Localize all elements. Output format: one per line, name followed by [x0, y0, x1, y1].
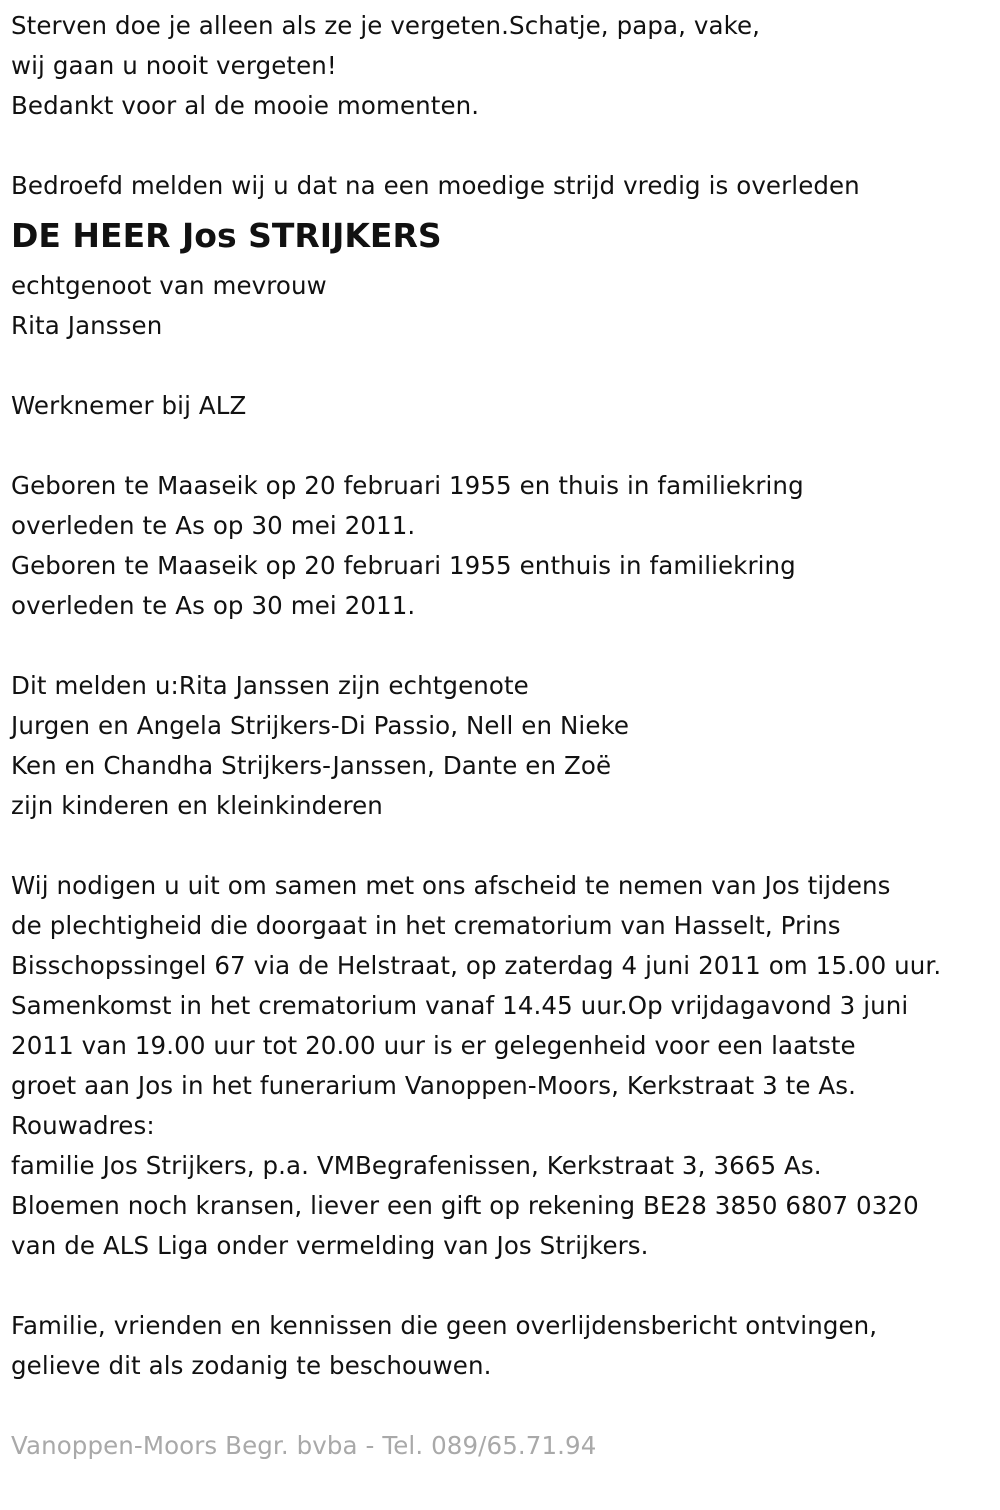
family-block [11, 666, 996, 826]
poem-line: wij gaan u nooit vergeten! [11, 51, 337, 80]
poem-line: Bedankt voor al de mooie momenten. [11, 91, 480, 120]
paragraph-gap [11, 626, 996, 666]
ceremony-line: 2011 van 19.00 uur tot 20.00 uur is er gelegenheid voor een laatste [11, 1031, 856, 1060]
occupation-text: Werknemer bij ALZ [11, 391, 247, 420]
family-line: Jurgen en Angela Strijkers-Di Passio, Nell en Nieke [11, 711, 630, 740]
deceased-name-heading: DE HEER Jos STRIJKERS [11, 216, 442, 255]
birth-death-line: Geboren te Maaseik op 20 februari 1955 enthuis in familiekring [11, 551, 796, 580]
family-line: zijn kinderen en kleinkinderen [11, 791, 383, 820]
family-line: Dit melden u:Rita Janssen zijn echtgenote [11, 671, 529, 700]
closing-line: Familie, vrienden en kennissen die geen overlijdensbericht ontvingen, [11, 1311, 878, 1340]
ceremony-block [11, 866, 996, 1266]
undertaker-footer: Vanoppen-Moors Begr. bvba - Tel. 089/65.71.94 [11, 1431, 597, 1460]
paragraph-gap [11, 1266, 996, 1306]
birth-death-line: Geboren te Maaseik op 20 februari 1955 en thuis in familiekring [11, 471, 804, 500]
ceremony-line: familie Jos Strijkers, p.a. VMBegrafenissen, Kerkstraat 3, 3665 As. [11, 1151, 822, 1180]
poem [11, 6, 996, 126]
ceremony-line: Wij nodigen u uit om samen met ons afscheid te nemen van Jos tijdens [11, 871, 891, 900]
spouse-block [11, 266, 996, 346]
ceremony-line: Samenkomst in het crematorium vanaf 14.45 uur.Op vrijdagavond 3 juni [11, 991, 909, 1020]
paragraph-gap [11, 826, 996, 866]
closing-line: gelieve dit als zodanig te beschouwen. [11, 1351, 492, 1380]
birth-death-line: overleden te As op 30 mei 2011. [11, 511, 416, 540]
ceremony-line: de plechtigheid die doorgaat in het crematorium van Hasselt, Prins [11, 911, 841, 940]
announcement-text: Bedroefd melden wij u dat na een moedige strijd vredig is overleden [11, 171, 860, 200]
ceremony-line: Rouwadres: [11, 1111, 155, 1140]
ceremony-line: Bloemen noch kransen, liever een gift op rekening BE28 3850 6807 0320 [11, 1191, 919, 1220]
spouse-line: echtgenoot van mevrouw [11, 271, 327, 300]
family-line: Ken en Chandha Strijkers-Janssen, Dante en Zoë [11, 751, 612, 780]
paragraph-gap [11, 426, 996, 466]
paragraph-gap [11, 1386, 996, 1426]
ceremony-line: Bisschopssingel 67 via de Helstraat, op zaterdag 4 juni 2011 om 15.00 uur. [11, 951, 942, 980]
paragraph-gap [11, 346, 996, 386]
closing-block [11, 1306, 996, 1386]
ceremony-line: groet aan Jos in het funerarium Vanoppen-Moors, Kerkstraat 3 te As. [11, 1071, 857, 1100]
spouse-line: Rita Janssen [11, 311, 163, 340]
ceremony-line: van de ALS Liga onder vermelding van Jos Strijkers. [11, 1231, 649, 1260]
birth-death-line: overleden te As op 30 mei 2011. [11, 591, 416, 620]
birth-death-block [11, 466, 996, 626]
poem-line: Sterven doe je alleen als ze je vergeten.Schatje, papa, vake, [11, 11, 761, 40]
paragraph-gap [11, 126, 996, 166]
obituary-notice [11, 6, 996, 1466]
